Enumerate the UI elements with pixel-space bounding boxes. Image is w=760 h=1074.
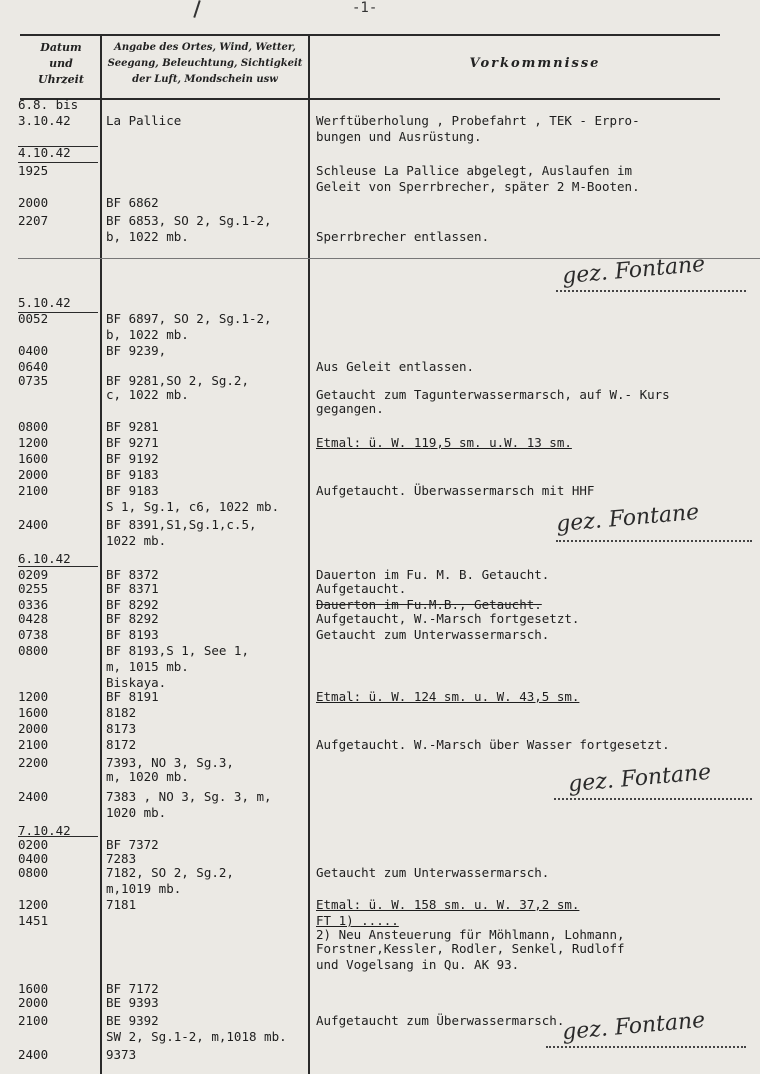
entry-location: La Pallice	[106, 113, 182, 128]
entry-time: 2207	[18, 213, 49, 228]
entry-time: 1600	[18, 981, 49, 996]
entry-event: Werftüberholung , Probefahrt , TEK - Erpro-	[316, 113, 640, 128]
entry-event: Sperrbrecher entlassen.	[316, 229, 490, 244]
entry-location: 1020 mb.	[106, 805, 167, 820]
entry-time: 2400	[18, 789, 49, 804]
entry-time: 2000	[18, 467, 49, 482]
entry-event: gegangen.	[316, 401, 384, 416]
entry-event: Getaucht zum Unterwassermarsch.	[316, 865, 550, 880]
entry-event: FT 1) .....	[316, 913, 399, 928]
entry-time: 0735	[18, 373, 49, 388]
entry-time: 1200	[18, 897, 49, 912]
signature: gez. Fontane	[561, 1007, 707, 1046]
entry-location: BF 8372	[106, 567, 159, 582]
column-divider-2	[308, 34, 310, 1074]
entry-time: 1925	[18, 163, 49, 178]
entry-event: Getaucht zum Tagunterwassermarsch, auf W.- Kurs	[316, 387, 670, 402]
page-number: -1-	[352, 0, 378, 16]
signature: gez. Fontane	[555, 499, 701, 538]
entry-event: Getaucht zum Unterwassermarsch.	[316, 627, 550, 642]
entry-time: 0428	[18, 611, 49, 626]
entry-location: 7182, SO 2, Sg.2,	[106, 865, 234, 880]
entry-event: Aufgetaucht.	[316, 581, 407, 596]
entry-time: 3.10.42	[18, 113, 71, 128]
entry-location: BF 9281	[106, 419, 159, 434]
entry-time: 0800	[18, 419, 49, 434]
entry-event: Etmal: ü. W. 158 sm. u. W. 37,2 sm.	[316, 897, 580, 912]
header-top-rule	[20, 34, 720, 36]
entry-time: 0800	[18, 865, 49, 880]
entry-event: Etmal: ü. W. 119,5 sm. u.W. 13 sm.	[316, 435, 572, 450]
header-location-col: Angabe des Ortes, Wind, Wetter, Seegang, Beleuchtung, Sichtigkeit der Luft, Mondschein usw	[107, 42, 303, 85]
entry-event: Etmal: ü. W. 124 sm. u. W. 43,5 sm.	[316, 689, 580, 704]
entry-event: Schleuse La Pallice abgelegt, Auslaufen im	[316, 163, 633, 178]
signature-line	[554, 798, 752, 800]
entry-event: Aufgetaucht, W.-Marsch fortgesetzt.	[316, 611, 580, 626]
entry-time: 0400	[18, 851, 49, 866]
entry-time: 6.8. bis	[18, 97, 79, 112]
entry-location: BF 9183	[106, 483, 159, 498]
entry-event: Geleit von Sperrbrecher, später 2 M-Booten.	[316, 179, 640, 194]
entry-location: m, 1020 mb.	[106, 769, 189, 784]
entry-location: BF 8193,S 1, See 1,	[106, 643, 249, 658]
entry-time: 0255	[18, 581, 49, 596]
entry-time: 0800	[18, 643, 49, 658]
entry-time: 0400	[18, 343, 49, 358]
entry-time: 2000	[18, 721, 49, 736]
entry-time: 0640	[18, 359, 49, 374]
entry-location: 8173	[106, 721, 137, 736]
entry-time: 0336	[18, 597, 49, 612]
entry-time: 5.10.42	[18, 295, 71, 310]
entry-location: BF 7372	[106, 837, 159, 852]
entry-location: 8172	[106, 737, 137, 752]
entry-location: BE 9393	[106, 995, 159, 1010]
entry-location: b, 1022 mb.	[106, 229, 189, 244]
entry-location: BF 8292	[106, 597, 159, 612]
entry-location: BF 8191	[106, 689, 159, 704]
entry-location: BF 8371	[106, 581, 159, 596]
header-events-col: Vorkommnisse	[469, 56, 601, 71]
entry-event: Aufgetaucht zum Überwassermarsch.	[316, 1013, 565, 1028]
entry-time: 2000	[18, 995, 49, 1010]
entry-location: BF 8391,S1,Sg.1,c.5,	[106, 517, 257, 532]
entry-event: Forstner,Kessler, Rodler, Senkel, Rudloff	[316, 941, 625, 956]
signature: gez. Fontane	[561, 251, 707, 290]
entry-location: m,1019 mb.	[106, 881, 182, 896]
entry-location: 7383 , NO 3, Sg. 3, m,	[106, 789, 272, 804]
entry-time: 6.10.42	[18, 551, 71, 566]
entry-location: m, 1015 mb.	[106, 659, 189, 674]
entry-location: BF 9239,	[106, 343, 167, 358]
header-bottom-rule	[20, 98, 720, 100]
entry-time: 1200	[18, 435, 49, 450]
entry-event: Dauerton im Fu. M. B. Getaucht.	[316, 567, 550, 582]
entry-location: 1022 mb.	[106, 533, 167, 548]
entry-location: 7181	[106, 897, 137, 912]
signature-line	[546, 1046, 746, 1048]
entry-event: Aufgetaucht. Überwassermarsch mit HHF	[316, 483, 595, 498]
entry-event: 2) Neu Ansteuerung für Möhlmann, Lohmann,	[316, 927, 625, 942]
entry-time: 1200	[18, 689, 49, 704]
entry-location: SW 2, Sg.1-2, m,1018 mb.	[106, 1029, 287, 1044]
column-divider-1	[100, 34, 102, 1074]
pen-mark	[193, 0, 200, 18]
entry-location: BF 6862	[106, 195, 159, 210]
signature: gez. Fontane	[567, 759, 713, 798]
header-time-col: Datum und Uhrzeit	[38, 41, 84, 86]
entry-location: S 1, Sg.1, c6, 1022 mb.	[106, 499, 280, 514]
entry-location: BF 8193	[106, 627, 159, 642]
entry-location: BF 9281,SO 2, Sg.2,	[106, 373, 249, 388]
entry-time: 1600	[18, 705, 49, 720]
entry-location: 7393, NO 3, Sg.3,	[106, 755, 234, 770]
entry-time: 0200	[18, 837, 49, 852]
signature-line	[556, 540, 752, 542]
entry-time: 2400	[18, 517, 49, 532]
entry-location: BF 9183	[106, 467, 159, 482]
entry-event: Aus Geleit entlassen.	[316, 359, 475, 374]
entry-time: 0738	[18, 627, 49, 642]
entry-time: 4.10.42	[18, 145, 71, 160]
entry-location: Biskaya.	[106, 675, 167, 690]
entry-time: 2400	[18, 1047, 49, 1062]
entry-time: 7.10.42	[18, 823, 71, 838]
entry-time: 2100	[18, 737, 49, 752]
entry-time: 2200	[18, 755, 49, 770]
entry-time: 2000	[18, 195, 49, 210]
entry-location: 8182	[106, 705, 137, 720]
entry-location: BF 9271	[106, 435, 159, 450]
entry-location: b, 1022 mb.	[106, 327, 189, 342]
entry-location: BF 6897, SO 2, Sg.1-2,	[106, 311, 272, 326]
entry-location: 7283	[106, 851, 137, 866]
entry-event: und Vogelsang in Qu. AK 93.	[316, 957, 520, 972]
signature-line	[556, 290, 746, 292]
entry-time: 1600	[18, 451, 49, 466]
entry-location: c, 1022 mb.	[106, 387, 189, 402]
entry-location: BF 7172	[106, 981, 159, 996]
entry-time: 0052	[18, 311, 49, 326]
entry-time: 2100	[18, 483, 49, 498]
entry-location: BF 6853, SO 2, Sg.1-2,	[106, 213, 272, 228]
entry-event: Aufgetaucht. W.-Marsch über Wasser fortgesetzt.	[316, 737, 670, 752]
entry-location: BF 8292	[106, 611, 159, 626]
entry-event: bungen und Ausrüstung.	[316, 129, 482, 144]
entry-event: Dauerton im Fu.M.B., Getaucht.	[316, 597, 542, 612]
entry-time: 0209	[18, 567, 49, 582]
entry-location: BE 9392	[106, 1013, 159, 1028]
entry-time: 2100	[18, 1013, 49, 1028]
entry-time: 1451	[18, 913, 49, 928]
entry-location: 9373	[106, 1047, 137, 1062]
entry-location: BF 9192	[106, 451, 159, 466]
